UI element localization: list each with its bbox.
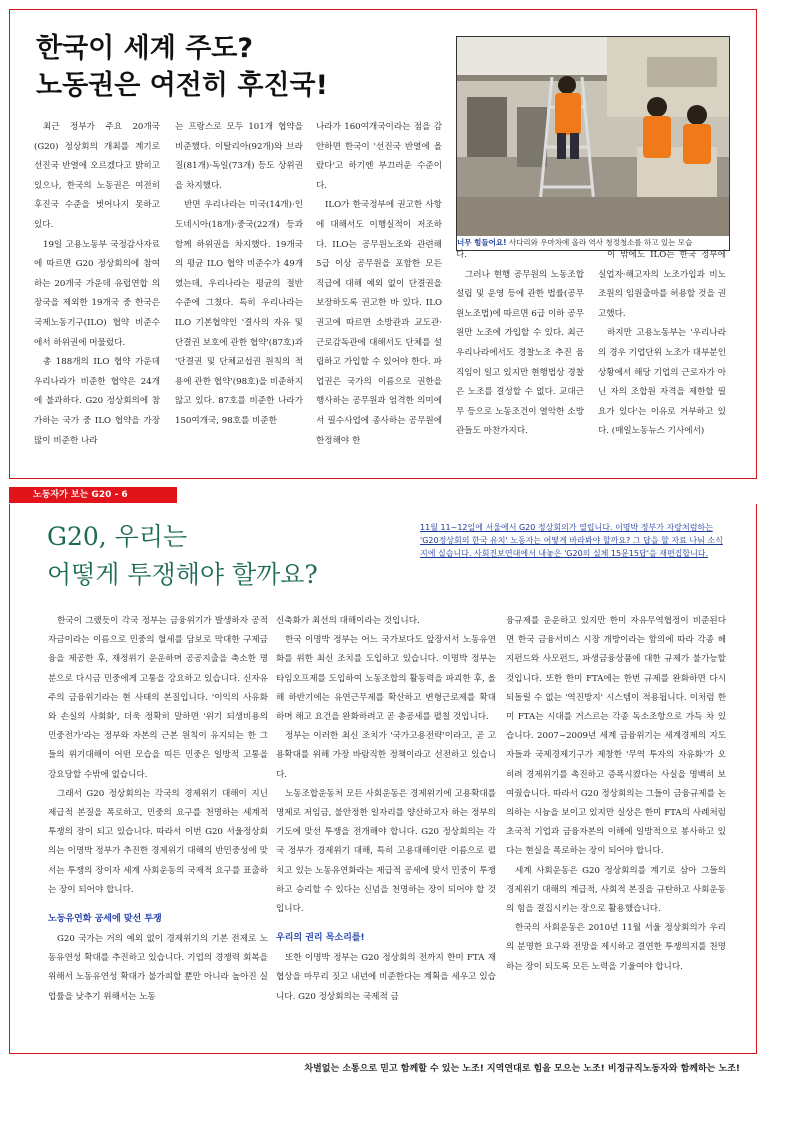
headline-line-2: 노동권은 여전히 후진국! <box>36 70 328 101</box>
paragraph: 정부는 이러한 최신 조치가 '국가고용전략'이라고, 곧 고용확대를 위해 가장 바람직한 정책이라고 선전하고 있습니다. <box>276 731 496 780</box>
paragraph: ILO가 한국정부에 권고한 사항에 대해서도 이행실적이 저조하다. ILO는 공무원노조와 관련해 5급 이상 공무원을 포함한 모든 직급에 대해 예외 없이 단결권을 보장하도록 권고한 바 있다. ILO 권고에 따르면 소방관과 교도관·근로감독관에 대해서도 단체를 설립하고 가입할 수 있어야 한다. 파업권은 국가의 이름으로 권한을 행사하는 공무원과 엄격한 의미에서 필수사업에 종사하는 공무원에 한정해야 한 <box>316 200 442 446</box>
paragraph: 이 밖에도 ILO는 한국 정부에 실업자·해고자의 노조가입과 비노조원의 임원출마를 허용할 것을 권고했다. <box>598 250 726 319</box>
headline-line-1: 한국이 세계 주도? <box>36 33 254 64</box>
footer-slogan: 차별없는 소통으로 믿고 함께할 수 있는 노조! 지역연대로 힘을 모으는 노조! 비정규직노동자와 함께하는 노조! <box>304 1064 740 1074</box>
paragraph: 신축화가 최선의 대해이라는 것입니다. <box>276 616 420 626</box>
paragraph: 융규제를 운운하고 있지만 한미 자유무역협정이 비준된다면 한국 금융서비스 시장 개방이라는 함의에 따라 각종 헤지펀드와 사모펀드, 파생금융상품에 대한 규제가 불가능할 것입니다. 또한 한미 FTA에는 한번 규제를 완화하면 다시 되돌릴 수 없는 '역진방지' 시스템이 적용됩니다. 이처럼 한미 FTA는 시대를 거스르는 각종 독소조항으로 가득 차 있습니다. 2007~2009년 세계 금융위기는 세계경제의 지도자들과 국제경제기구가 제창한 '무역 투자의 자유화'가 오히려 경제위기를 촉진하고 증폭시켰다는 사실을 명백히 보여줬습니다. 따라서 G20 정상회의는 그들이 금융규제를 논의하는 시늉을 보이고 있지만 실상은 한미 FTA의 사례처럼 초국적 기업과 금융자본의 이해에 일방적으로 봉사하고 있다는 현실을 폭로하는 장이 되어야 합니다. <box>506 616 726 857</box>
section-heading: 우리의 권리 목소리를! <box>276 933 365 944</box>
section-heading: 노동유연화 공세에 맞선 투쟁 <box>48 914 162 925</box>
paragraph: 세계 사회운동은 G20 정상회의를 계기로 삼아 그들의 경제위기 대해의 계급적, 사회적 본질을 규탄하고 사회운동의 힘을 결집시키는 장으로 활용했습니다. <box>506 865 726 915</box>
cleaning-workers-photo <box>456 36 730 237</box>
paragraph: 19일 고용노동부 국정감사자료에 따르면 G20 정상회의에 참여하는 20개국 가운데 유럽연합 의장국을 제외한 19개국 중 한국은 국제노동기구(ILO) 협약 비준수에서 하위권에 머물렀다. <box>34 239 160 348</box>
paragraph: 총 188개의 ILO 협약 가운데 우리나라가 비준한 협약은 24개에 불과하다. G20 정상회의에 참가하는 국가 중 ILO 협약을 가장 많이 비준한 나라 <box>34 357 160 446</box>
article2-column-3 <box>506 612 726 977</box>
article2-intro: 11월 11~12일에 서울에서 G20 정상회의가 열립니다. 이명박 정부가 자랑처럼하는 'G20정상회의 한국 유치' 노동자는 어떻게 바라봐야 할까요? 그 답을 할 자료 나눠 소식지에 실습니다. 사회진보연대에서 내놓은 'G20의 실체 15문15답'을 재편집합니다. <box>420 523 723 558</box>
paragraph: 나라가 160여개국이라는 점을 감안하면 한국이 '선진국 반열에 올랐다'고 하기엔 부끄러운 수준이다. <box>316 122 442 191</box>
paragraph: 한국 이명박 정부는 어느 국가보다도 앞장서서 노동유연화를 위한 최신 조치를 도입하고 있습니다. 이명박 정부는 타임오프제를 도입하여 노동조합의 활동력을 파괴한 후, 올해 하반기에는 유연근무제를 확산하고 변형근로제를 확대하며 해고 요건을 완화하려고 곧 총공세를 펼칠 것입니다. <box>276 635 496 723</box>
paragraph: 노동조합운동처 모든 사회운동은 경제위기에 고용확대를 명제로 저임금, 불안정한 일자리를 양산하고자 하는 정부의 기도에 맞선 투쟁을 전개해야 합니다. G20 정상회의는 각국 정부가 경제위기 대해, 특히 고용대해이란 이름으로 펼치고 있는 노동유연화라는 제급적 공세에 맞서 민중이 투쟁하고 승리할 수 있다는 신념을 천명하는 장이 되어야 할 것입니다. <box>276 788 496 915</box>
caption-text: 사다리와 우마차에 올라 역사 청정청소를 하고 있는 모습 <box>508 238 693 247</box>
article1-column-3 <box>316 118 442 451</box>
title-line-2: 어떻게 투쟁해야 할까요? <box>47 560 318 589</box>
paragraph: 반면 우리나라는 미국(14개)·인도네시아(18개)·중국(22개) 등과 함께 하위권을 차지했다. 19개국의 평균 ILO 협약 비준수가 49개였는데, 우리나라는 평균의 절반 수준에 그쳤다. 특히 우리나라는 ILO 기본협약인 '결사의 자유 및 단결권 보호에 관한 협약'(87호)과 '단결권 및 단체교섭권 원칙의 적용에 관한 협약'(98호)을 비준하지 않고 있다. 87호를 비준한 나라가 150여개국, 98호를 비준한 <box>175 200 303 426</box>
caption-highlight: 너무 힘들어요! <box>457 238 507 247</box>
paragraph: 한국이 그랬듯이 각국 정부는 금융위기가 발생하자 공적자금이라는 이름으로 민중의 혈세를 담보로 막대한 구제금융을 제공한 후, 재정위기 운운하며 공공지출을 축소한 명분으로 다시금 민중에게 고통을 강요하고 있습니다. 신자유주의 금융위기라는 현 사태의 본질입니다. '이익의 사유화와 손실의 사회화', 더욱 정확히 말하면 '위기 되생비용의 민중전가'라는 정부와 자본의 근본 원칙이 유지되는 한 그들의 위기대해이 어떤 모습을 띠든 민중은 일방적 고통을 강요당할 수밖에 없습니다. <box>48 616 268 780</box>
paragraph: 하지만 고용노동부는 '우리나라의 경우 기업단위 노조가 대부분인 상황에서 해당 기업의 근로자가 아닌 자의 조합원 자격을 제한할 필요가 있다'는 이유로 거부하고 있다. (매일노동뉴스 기사에서) <box>598 328 726 437</box>
article1-column-5 <box>598 246 726 442</box>
article-headline <box>36 30 426 104</box>
paragraph: 그래서 G20 정상회의는 각국의 경제위기 대해이 지닌 제급적 본질을 폭로하고, 민중의 요구를 천명하는 세계적 투쟁의 장이 되고 있습니다. 따라서 이번 G20 서울정상회의는 이명박 정부가 추진한 경제위기 대해의 반민중성에 맞서는 투쟁의 장이자 세계 사회운동의 국제적 요구를 표출하는 장이 되어야 합니다. <box>48 788 268 895</box>
paragraph: 다. <box>456 250 468 260</box>
paragraph: 는 프랑스로 모두 101개 협약을 비준했다. 이탈리아(92개)와 브라질(81개)·독일(73개) 등도 상위권을 차지했다. <box>175 122 303 191</box>
paragraph: 한국의 사회운동은 2010년 11월 서울 정상회의가 우리의 분명한 요구와 전망을 제시하고 결연한 투쟁의지를 천명하는 장이 되도록 모든 노력을 기울여야 합니다. <box>506 923 726 972</box>
paragraph: 그러나 현행 공무원의 노동조합 설립 및 운영 등에 관한 법률(공무원노조법)에 따르면 6급 이하 공무원만 노조에 가입할 수 있다. 최근 우리나라에서도 경찰노조 추진 움직임이 일고 있지만 현행법상 경찰은 노조를 결성할 수 없다. 교대근무 등으로 노동조건이 열악한 소방관들도 마찬가지다. <box>456 269 584 437</box>
article2-column-2 <box>276 612 496 1007</box>
title-line-1: G20, 우리는 <box>47 522 188 551</box>
series-ribbon: 노동자가 보는 G20 - 6 <box>9 487 177 503</box>
article1-column-4 <box>456 246 584 442</box>
article2-title <box>47 518 387 594</box>
paragraph: 최근 정부가 주요 20개국(G20) 정상회의 개최를 계기로 선진국 반열에 오르겠다고 밝히고 있으나, 한국의 노동권은 여전히 후진국 수준을 벗어나지 못하고 있다. <box>34 122 160 230</box>
paragraph: G20 국가는 거의 예외 없이 경제위기의 기본 전제로 노동유연성 확대를 추진하고 있습니다. 기업의 경쟁력 회복을 위해서 노동유연성 확대가 불가피할 뿐만 아니라 높아진 실업률을 낮추기 위해서는 노동 <box>48 934 268 1002</box>
paragraph: 또한 이명박 정부는 G20 정상회의 전까지 한미 FTA 재협상을 마무리 짓고 내년에 비준한다는 계획을 세우고 있습니다. G20 정상회의는 국제적 금 <box>276 953 496 1002</box>
article1-column-1 <box>34 118 160 451</box>
article1-column-2 <box>175 118 303 432</box>
article2-column-1 <box>48 612 268 1007</box>
